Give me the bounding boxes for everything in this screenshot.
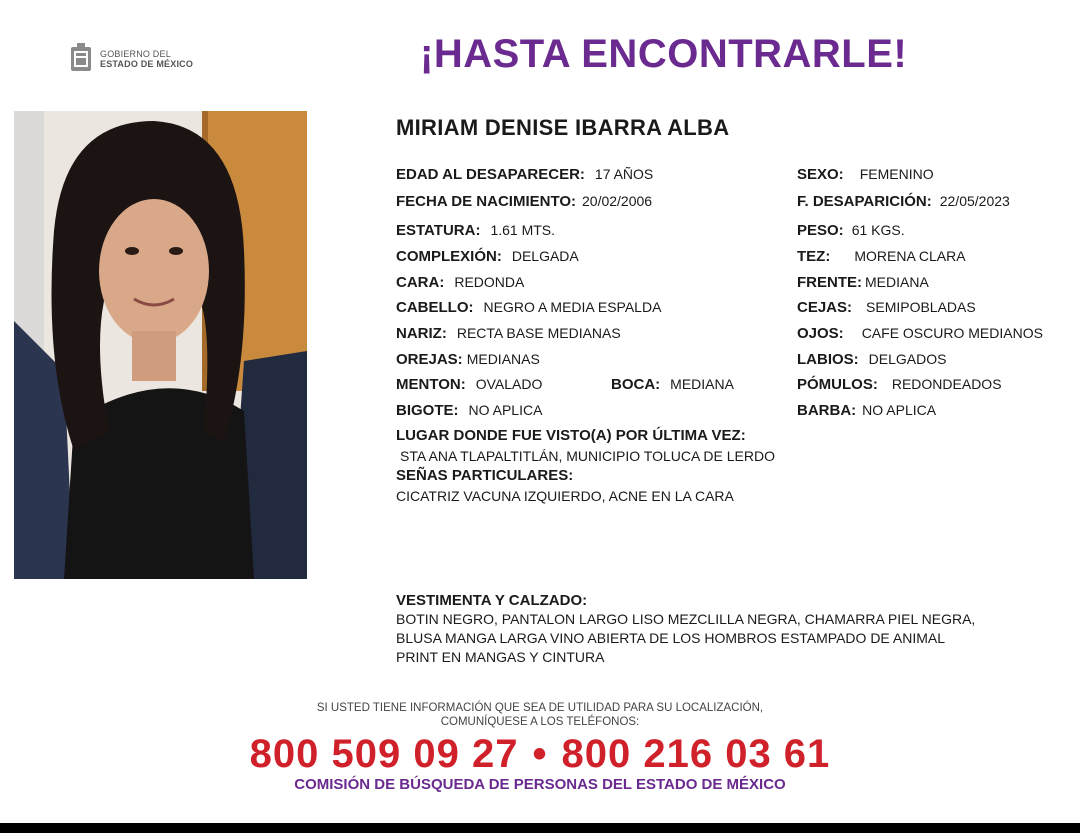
field-label: OREJAS: bbox=[396, 351, 463, 368]
field-cheekbones bbox=[797, 375, 1002, 394]
logo-text bbox=[100, 49, 193, 69]
field-label: SEXO: bbox=[797, 166, 844, 183]
field-label: CARA: bbox=[396, 274, 445, 291]
field-value: DELGADOS bbox=[868, 351, 947, 367]
field-label: BOCA: bbox=[611, 376, 661, 393]
bottom-bar bbox=[0, 823, 1080, 833]
state-crest-icon bbox=[68, 43, 94, 75]
clothing-line-1: BOTIN NEGRO, PANTALON LARGO LISO MEZCLILLA NEGRA, CHAMARRA PIEL NEGRA, bbox=[396, 611, 976, 627]
field-value: OVALADO bbox=[475, 376, 543, 392]
field-label: PÓMULOS: bbox=[797, 376, 878, 393]
field-value: MORENA CLARA bbox=[854, 248, 966, 264]
field-value: DELGADA bbox=[511, 248, 579, 264]
logo-line-1: GOBIERNO DEL bbox=[100, 49, 171, 59]
field-label: ESTATURA: bbox=[396, 222, 481, 239]
field-disappearance-date bbox=[797, 192, 1010, 211]
field-build bbox=[396, 247, 579, 266]
field-value: MEDIANA bbox=[670, 376, 734, 392]
field-value: 61 KGS. bbox=[851, 222, 905, 238]
field-label: LABIOS: bbox=[797, 351, 859, 368]
field-eyes bbox=[797, 324, 1043, 343]
field-value: RECTA BASE MEDIANAS bbox=[456, 325, 621, 341]
field-label: OJOS: bbox=[797, 325, 844, 342]
field-value: FEMENINO bbox=[859, 166, 934, 182]
footer-note-line-1: SI USTED TIENE INFORMACIÓN QUE SEA DE UTILIDAD PARA SU LOCALIZACIÓN, bbox=[316, 702, 764, 714]
field-value: 22/05/2023 bbox=[939, 193, 1010, 209]
field-mustache bbox=[396, 401, 542, 420]
marks-text: CICATRIZ VACUNA IZQUIERDO, ACNE EN LA CARA bbox=[396, 488, 734, 504]
field-value: NO APLICA bbox=[468, 402, 543, 418]
field-label: CEJAS: bbox=[797, 299, 853, 316]
field-lips bbox=[797, 350, 946, 369]
headline: ¡HASTA ENCONTRARLE! bbox=[420, 32, 908, 76]
last-seen-text: STA ANA TLAPALTITLÁN, MUNICIPIO TOLUCA DE LERDO bbox=[400, 448, 775, 464]
clothing-line-3: PRINT EN MANGAS Y CINTURA bbox=[396, 649, 605, 665]
field-label: F. DESAPARICIÓN: bbox=[797, 193, 932, 210]
person-name: MIRIAM DENISE IBARRA ALBA bbox=[396, 115, 730, 140]
field-label: PESO: bbox=[797, 222, 844, 239]
field-nose bbox=[396, 324, 621, 343]
field-label: EDAD AL DESAPARECER: bbox=[396, 166, 585, 183]
field-value: 1.61 MTS. bbox=[490, 222, 556, 238]
field-value: REDONDA bbox=[454, 274, 525, 290]
field-value: NEGRO A MEDIA ESPALDA bbox=[483, 299, 662, 315]
field-label: BARBA: bbox=[797, 402, 857, 419]
field-label: BIGOTE: bbox=[396, 402, 459, 419]
field-eyebrows bbox=[797, 298, 976, 317]
photo-illustration bbox=[14, 111, 307, 579]
field-weight bbox=[797, 221, 905, 240]
field-label: MENTON: bbox=[396, 376, 466, 393]
footer-note-line-2: COMUNÍQUESE A LOS TELÉFONOS: bbox=[440, 716, 640, 728]
phone-number-2[interactable]: 800 216 03 61 bbox=[561, 732, 831, 776]
clothing-title: VESTIMENTA Y CALZADO: bbox=[396, 592, 588, 609]
field-label: FRENTE: bbox=[797, 274, 862, 291]
field-label: TEZ: bbox=[797, 248, 831, 265]
field-forehead bbox=[797, 273, 929, 292]
phone-separator: • bbox=[532, 732, 548, 776]
field-mouth bbox=[611, 375, 734, 394]
field-label: FECHA DE NACIMIENTO: bbox=[396, 193, 576, 210]
field-face bbox=[396, 273, 524, 292]
logo-line-2: ESTADO DE MÉXICO bbox=[100, 59, 194, 69]
field-value: NO APLICA bbox=[862, 402, 937, 418]
field-value: CAFE OSCURO MEDIANOS bbox=[861, 325, 1043, 341]
government-logo bbox=[68, 42, 208, 76]
field-age bbox=[396, 165, 653, 184]
field-sex bbox=[797, 165, 934, 184]
field-birthdate bbox=[396, 192, 652, 211]
last-seen-title: LUGAR DONDE FUE VISTO(A) POR ÚLTIMA VEZ: bbox=[396, 427, 746, 444]
field-value: MEDIANA bbox=[865, 274, 929, 290]
clothing-line-2: BLUSA MANGA LARGA VINO ABIERTA DE LOS HOMBROS ESTAMPADO DE ANIMAL bbox=[396, 630, 946, 646]
field-label: NARIZ: bbox=[396, 325, 447, 342]
field-label: COMPLEXIÓN: bbox=[396, 248, 502, 265]
field-value: 17 AÑOS bbox=[594, 166, 654, 182]
phone-number-1[interactable]: 800 509 09 27 bbox=[249, 732, 519, 776]
field-value: 20/02/2006 bbox=[582, 193, 653, 209]
marks-title: SEÑAS PARTICULARES: bbox=[396, 467, 574, 484]
person-photo bbox=[14, 111, 307, 579]
field-label: CABELLO: bbox=[396, 299, 474, 316]
field-chin bbox=[396, 375, 542, 394]
field-value: SEMIPOBLADAS bbox=[866, 299, 976, 315]
field-ears bbox=[396, 350, 540, 369]
field-value: REDONDEADOS bbox=[891, 376, 1002, 392]
field-complexion bbox=[797, 247, 966, 266]
field-value: MEDIANAS bbox=[466, 351, 540, 367]
field-height bbox=[396, 221, 555, 240]
field-beard bbox=[797, 401, 936, 420]
commission-name: COMISIÓN DE BÚSQUEDA DE PERSONAS DEL ESTADO DE MÉXICO bbox=[294, 776, 786, 793]
phone-numbers bbox=[0, 732, 1080, 777]
field-hair bbox=[396, 298, 661, 317]
